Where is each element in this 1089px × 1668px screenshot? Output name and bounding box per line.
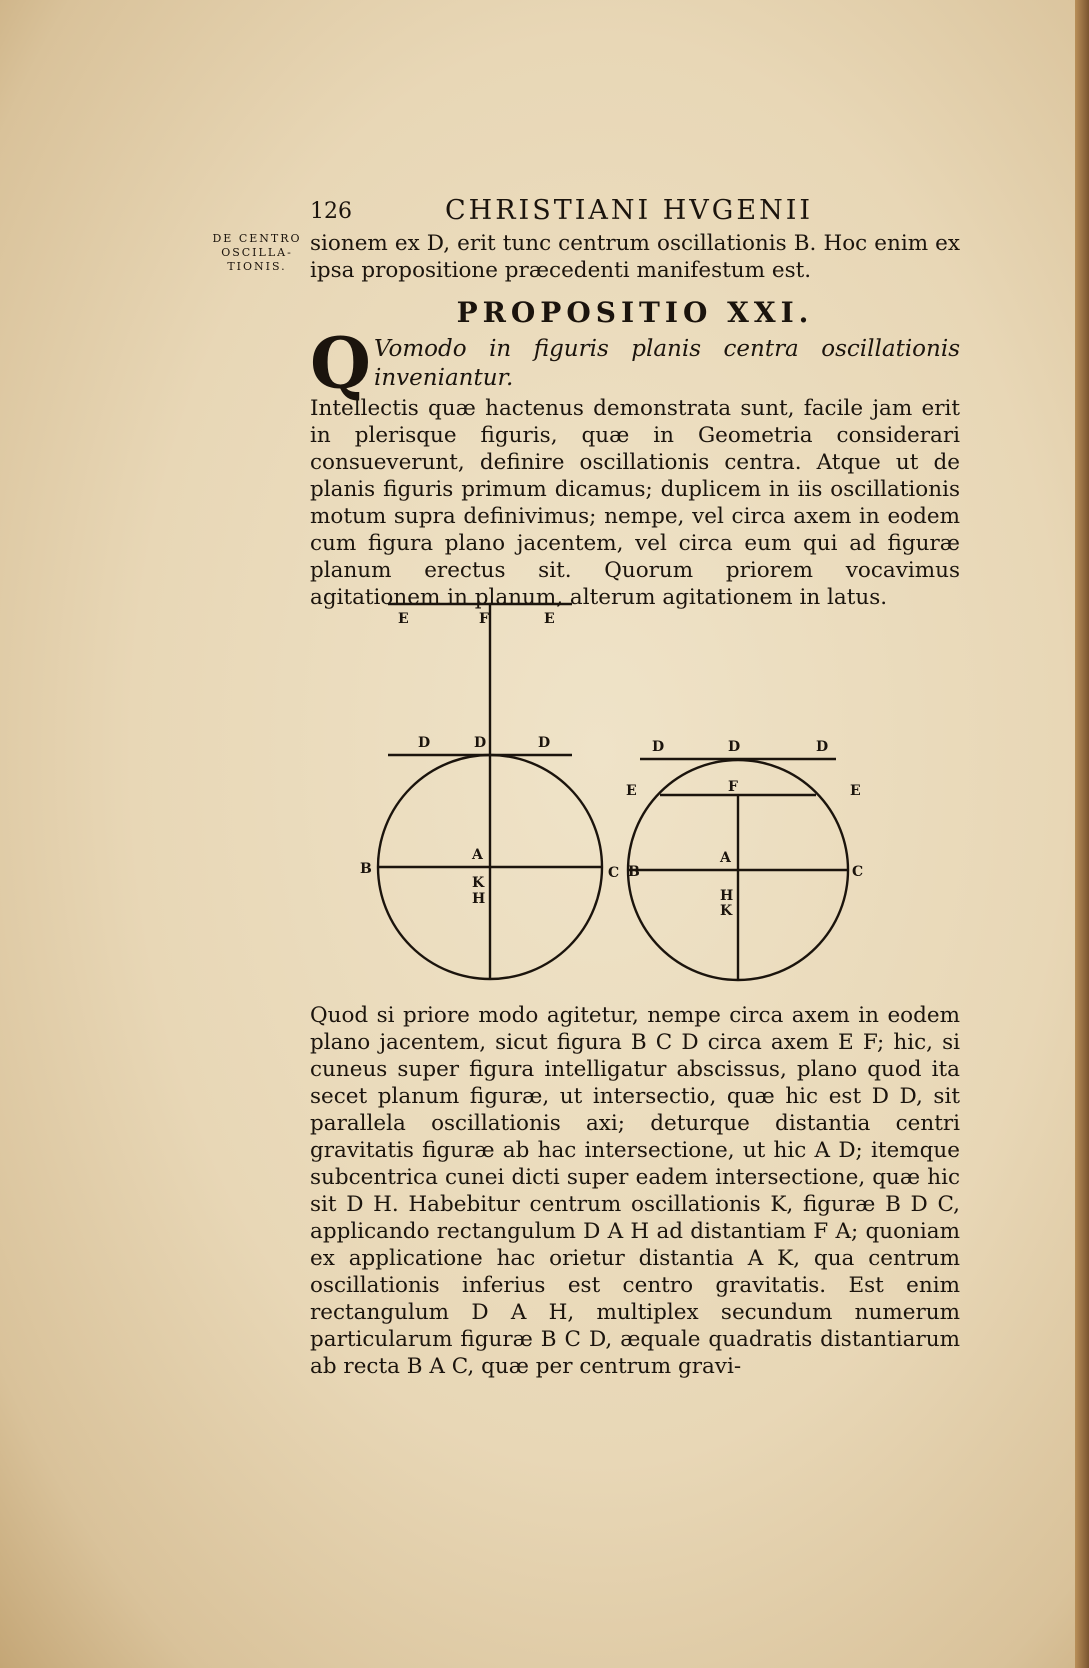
label-a: A [720,850,731,866]
page-number: 126 [310,199,352,224]
label-b: B [628,864,640,880]
continuation-paragraph: sionem ex D, erit tunc centrum oscillationis B. Hoc enim ex ipsa propositione præcedenti manifestum est. [310,231,960,283]
label-e: E [544,611,555,627]
intro-paragraph: Intellectis quæ hactenus demonstrata sunt, facile jam erit in plerisque figuris, quæ in Geometria considerari consueverunt, definire oscillationis centra. Atque ut de planis figuris primum dicamus; duplicem in iis oscillationis motum supra definivimus; nempe, vel circa axem in eodem cum figura plano jacentem, vel circa eum qui ad figuræ planum erectus sit. Quorum priorem vocavimus agitationem in planum, alterum agitationem in latus. [310,396,960,610]
label-d: D [418,735,431,751]
drop-cap: Q [310,322,371,405]
page-edge [1075,0,1089,1668]
label-k: K [472,875,485,891]
label-e: E [626,783,637,799]
proposition-enunciation [310,322,960,405]
figure-left [378,604,602,979]
label-f: F [728,779,738,795]
margin-note-line: OSCILLA- [221,246,293,259]
label-f: F [479,611,489,627]
label-h: H [720,888,734,904]
figure-right-labels [626,739,863,919]
margin-note-line: DE CENTRO [212,232,302,245]
running-head: CHRISTIANI HVGENII [445,195,814,226]
label-e: E [398,611,409,627]
enunciation-text: Vomodo in figuris planis centra oscillationis inveniantur. [374,336,960,391]
geometric-figures [340,595,920,995]
label-b: B [360,861,372,877]
label-d: D [652,739,665,755]
label-c: C [852,864,864,880]
page-header [310,195,960,231]
label-c: C [608,865,620,881]
label-d: D [474,735,487,751]
label-d: D [728,739,741,755]
label-a: A [472,847,483,863]
label-d: D [538,735,551,751]
label-k: K [720,903,733,919]
label-e: E [850,783,861,799]
margin-note-line: TIONIS. [227,260,287,273]
proposition-title: PROPOSITIO XXI. [456,296,814,329]
label-h: H [472,891,486,907]
label-d: D [816,739,829,755]
margin-note [212,232,302,274]
body-paragraph: Quod si priore modo agitetur, nempe circa axem in eodem plano jacentem, sicut figura B C D circa axem E F; hic, si cuneus super figura intelligatur abscissus, plano quod ita secet planum figuræ, ut intersectio, quæ hic est D D, sit parallela oscillationis axi; deturque distantia centri gravitatis figuræ ab hac intersectione, ut hic A D; itemque subcentrica cunei dicti super eadem intersectione, quæ hic sit D H. Habebitur centrum oscillationis K, figuræ B D C, applicando rectangulum D A H ad distantiam F A; quoniam ex applicatione hac orietur distantia A K, qua centrum oscillationis inferius est centro gravitatis. Est enim rectangulum D A H, multiplex secundum numerum particularum figuræ B C D, æquale quadratis distantiarum ab recta B A C, quæ per centrum gravi- [310,1003,960,1379]
figure-right [628,759,848,980]
